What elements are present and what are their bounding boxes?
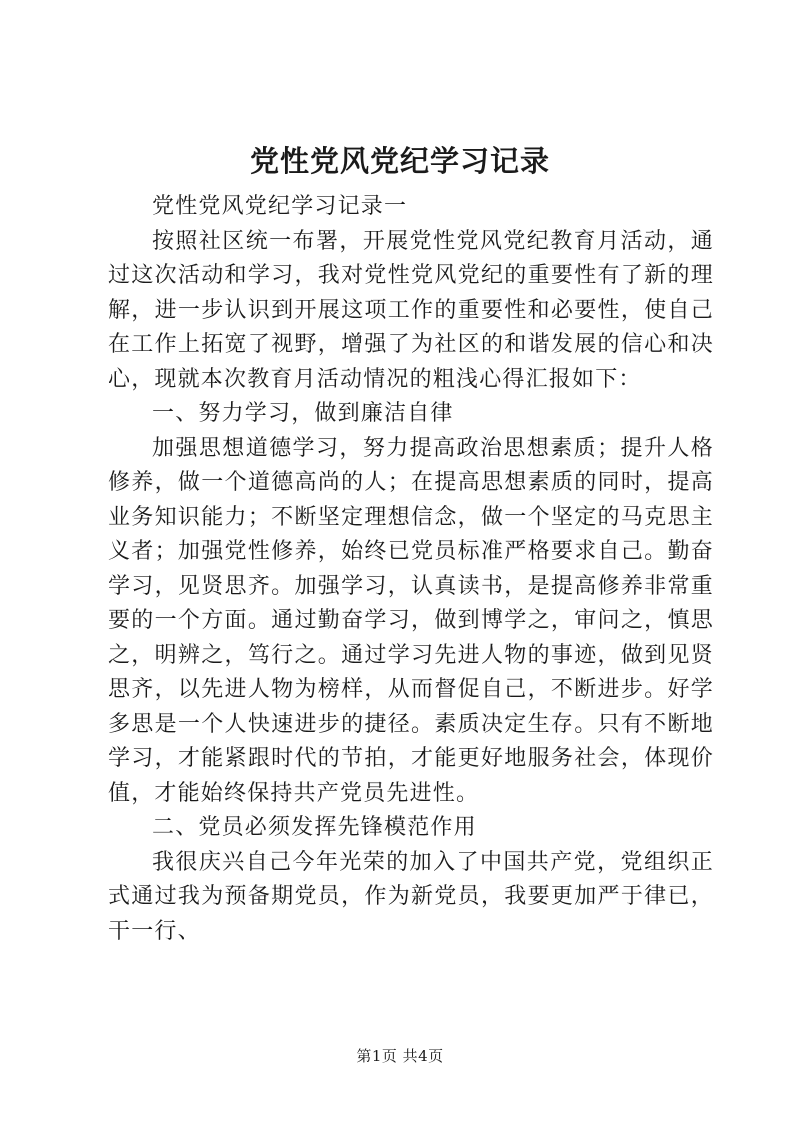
section-heading-2: 二、党员必须发挥先锋模范作用: [152, 815, 477, 840]
document-title: 党性党风党纪学习记录: [249, 144, 550, 178]
page-number-footer: 第1页 共4页: [356, 1047, 444, 1065]
paragraph-section-1: 加强思想道德学习，努力提高政治思想素质；提升人格修养，做一个道德高尚的人；在提高思想素质的同时，提高业务知识能力；不断坚定理想信念，做一个坚定的马克思主义者；加强党性修养，始终已党员标准严格要求自己。勤奋学习，见贤思齐。加强学习，认真读书，是提高修养非常重要的一个方面。通过勤奋学习，做到博学之，审问之，慎思之，明辨之，笃行之。通过学习先进人物的事迹，做到见贤思齐，以先进人物为榜样，从而督促自己，不断进步。好学多思是一个人快速进步的捷径。素质决定生存。只有不断地学习，才能紧跟时代的节拍，才能更好地服务社会，体现价值，才能始终保持共产党员先进性。: [108, 435, 714, 806]
paragraph-section-2: 我很庆兴自己今年光荣的加入了中国共产党，党组织正式通过我为预备期党员，作为新党员，我要更加严于律已，干一行、: [108, 849, 714, 944]
section-heading-1: 一、努力学习，做到廉洁自律: [152, 401, 454, 426]
paragraph-subtitle: 党性党风党纪学习记录一: [152, 194, 408, 219]
paragraph-intro: 按照社区统一布署，开展党性党风党纪教育月活动，通过这次活动和学习，我对党性党风党纪的重要性有了新的理解，进一步认识到开展这项工作的重要性和必要性，使自己在工作上拓宽了视野，增强了为社区的和谐发展的信心和决心，现就本次教育月活动情况的粗浅心得汇报如下：: [108, 228, 714, 392]
document-body: [108, 190, 714, 949]
